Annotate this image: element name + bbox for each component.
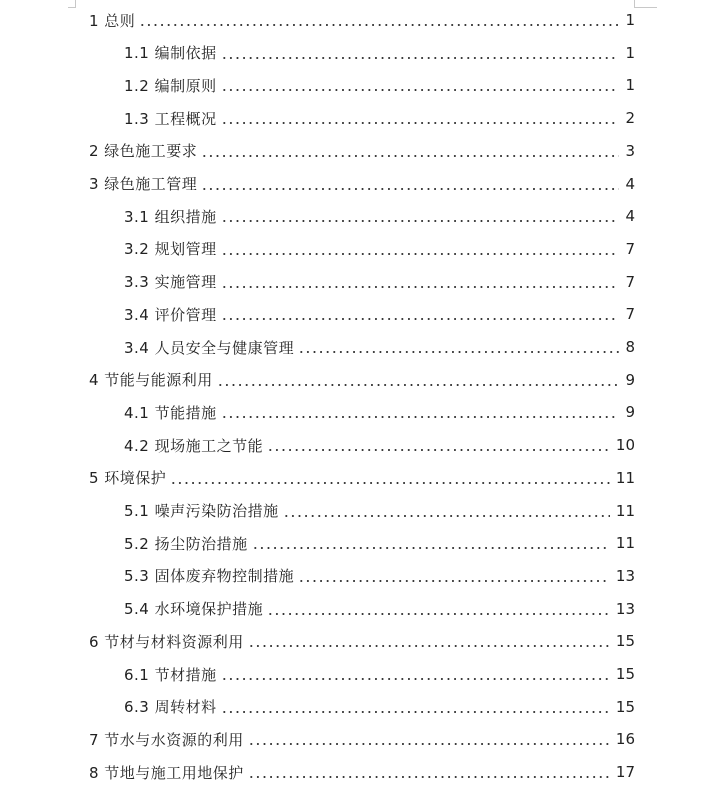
toc-dot-leader — [283, 515, 610, 517]
toc-entry-label: 2 绿色施工要求 — [89, 142, 198, 161]
toc-entry[interactable] — [89, 366, 635, 394]
toc-dot-leader — [221, 57, 619, 59]
toc-entry-label: 5.2 扬尘防治措施 — [124, 534, 248, 553]
toc-entry-page-number: 15 — [615, 665, 635, 683]
toc-entry-label: 5 环境保护 — [89, 469, 167, 488]
toc-dot-leader — [221, 678, 610, 680]
toc-entry-page-number: 4 — [625, 207, 635, 226]
toc-dot-leader — [267, 613, 610, 615]
toc-entry-page-number: 15 — [615, 697, 635, 716]
toc-entry-label: 4.2 现场施工之节能 — [124, 436, 264, 455]
toc-dot-leader — [298, 351, 619, 353]
toc-entry-page-number: 1 — [625, 43, 635, 62]
toc-entry-page-number: 7 — [625, 272, 635, 291]
toc-dot-leader — [201, 188, 619, 190]
toc-entry[interactable] — [89, 627, 635, 655]
toc-entry[interactable] — [124, 300, 635, 328]
toc-entry-page-number: 9 — [625, 370, 635, 389]
toc-entry-page-number: 17 — [615, 763, 635, 782]
toc-entry-page-number: 16 — [615, 730, 635, 749]
toc-dot-leader — [221, 89, 619, 91]
toc-entry-page-number: 13 — [615, 566, 635, 585]
toc-entry[interactable] — [124, 660, 635, 688]
toc-entry[interactable] — [124, 333, 635, 361]
toc-dot-leader — [248, 645, 610, 647]
toc-entry-label: 1.1 编制依据 — [124, 44, 217, 63]
toc-dot-leader — [221, 286, 619, 288]
toc-entry[interactable] — [124, 693, 635, 721]
toc-entry[interactable] — [124, 202, 635, 230]
toc-entry-label: 6.3 周转材料 — [124, 698, 217, 717]
toc-entry[interactable] — [89, 464, 635, 492]
toc-entry-page-number: 15 — [615, 632, 635, 651]
toc-entry-page-number: 11 — [615, 534, 635, 553]
toc-dot-leader — [221, 220, 619, 222]
toc-dot-leader — [201, 155, 619, 157]
toc-entry[interactable] — [124, 529, 635, 557]
toc-dot-leader — [248, 776, 610, 778]
toc-entry-label: 6 节材与材料资源利用 — [89, 632, 244, 651]
toc-dot-leader — [170, 482, 610, 484]
toc-entry-label: 3.3 实施管理 — [124, 273, 217, 292]
toc-entry-page-number: 7 — [625, 239, 635, 258]
toc-entry-label: 3 绿色施工管理 — [89, 175, 198, 193]
toc-dot-leader — [139, 24, 619, 26]
toc-dot-leader — [298, 580, 610, 582]
toc-entry[interactable] — [89, 6, 635, 34]
toc-entry-page-number: 8 — [625, 338, 635, 356]
toc-entry-label: 3.4 评价管理 — [124, 305, 217, 324]
toc-entry[interactable] — [124, 71, 635, 99]
toc-entry[interactable] — [124, 562, 635, 590]
toc-entry-label: 7 节水与水资源的利用 — [89, 730, 244, 749]
toc-entry-label: 4.1 节能措施 — [124, 403, 217, 422]
toc-entry[interactable] — [89, 137, 635, 165]
toc-entry[interactable] — [124, 431, 635, 459]
page-corner-mark-left — [68, 0, 76, 8]
toc-entry-page-number: 2 — [625, 109, 635, 128]
toc-entry-page-number: 1 — [625, 76, 635, 95]
toc-entry[interactable] — [124, 398, 635, 426]
toc-entry-page-number: 11 — [615, 501, 635, 520]
toc-dot-leader — [221, 122, 619, 124]
toc-entry-label: 3.2 规划管理 — [124, 240, 217, 259]
toc-entry[interactable] — [124, 268, 635, 296]
toc-dot-leader — [221, 711, 610, 713]
toc-dot-leader — [221, 416, 619, 418]
page-corner-mark-right — [634, 0, 657, 8]
toc-entry[interactable] — [89, 170, 635, 198]
toc-entry-page-number: 11 — [615, 468, 635, 487]
toc-entry[interactable] — [89, 758, 635, 786]
toc-entry-label: 6.1 节材措施 — [124, 665, 217, 684]
toc-entry-label: 4 节能与能源利用 — [89, 371, 213, 390]
toc-entry-page-number: 4 — [625, 174, 635, 193]
toc-entry[interactable] — [124, 235, 635, 263]
toc-entry-label: 5.3 固体废弃物控制措施 — [124, 567, 295, 586]
toc-entry-page-number: 7 — [625, 305, 635, 324]
toc-entry[interactable] — [124, 104, 635, 132]
toc-dot-leader — [252, 547, 610, 549]
toc-entry-page-number: 3 — [625, 141, 635, 160]
toc-dot-leader — [221, 318, 619, 320]
toc-dot-leader — [267, 449, 610, 451]
toc-entry[interactable] — [124, 595, 635, 623]
toc-dot-leader — [217, 384, 619, 386]
toc-entry-page-number: 13 — [615, 599, 635, 618]
toc-entry-page-number: 10 — [615, 436, 635, 455]
toc-dot-leader — [221, 253, 619, 255]
toc-entry-label: 1.3 工程概况 — [124, 109, 217, 128]
toc-entry-label: 8 节地与施工用地保护 — [89, 763, 244, 782]
toc-entry-label: 1 总则 — [89, 11, 136, 30]
toc-entry-label: 3.4 人员安全与健康管理 — [124, 338, 295, 357]
toc-dot-leader — [248, 743, 610, 745]
toc-entry[interactable] — [124, 39, 635, 67]
toc-entry-page-number: 9 — [625, 403, 635, 422]
toc-entry[interactable] — [124, 497, 635, 525]
toc-entry-label: 3.1 组织措施 — [124, 207, 217, 226]
toc-entry-label: 1.2 编制原则 — [124, 76, 217, 95]
toc-entry-page-number: 1 — [625, 11, 635, 29]
toc-entry[interactable] — [89, 725, 635, 753]
toc-entry-label: 5.1 噪声污染防治措施 — [124, 502, 279, 520]
toc-entry-label: 5.4 水环境保护措施 — [124, 600, 264, 619]
